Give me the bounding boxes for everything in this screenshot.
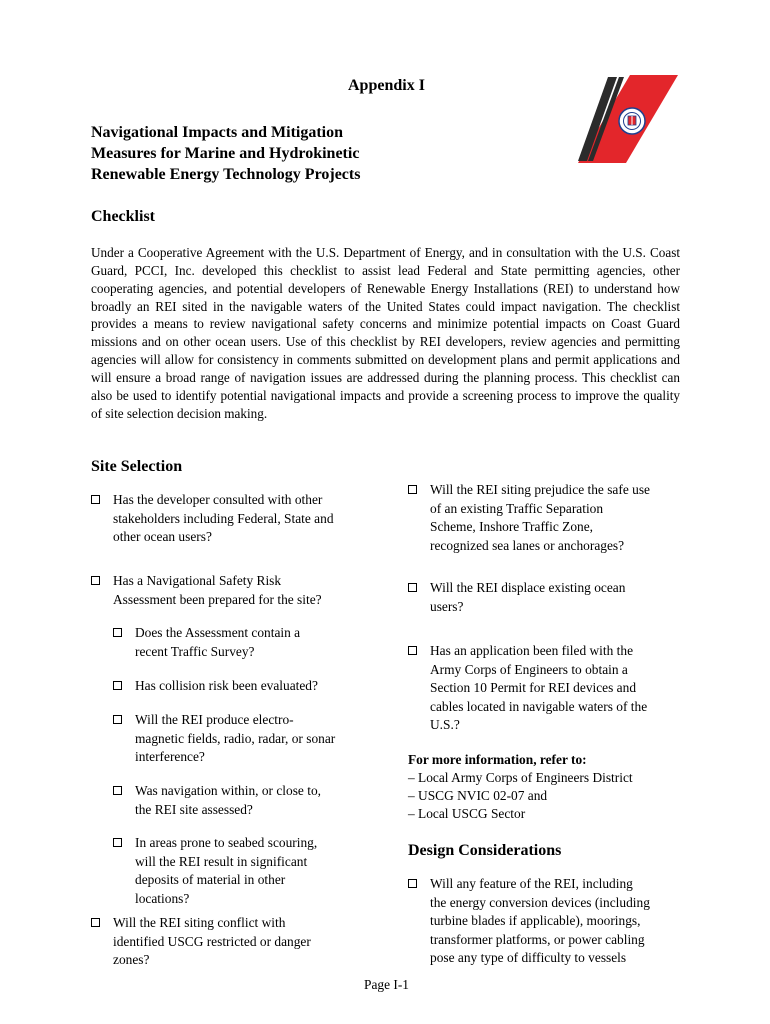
checklist-subitem: Will the REI produce electro- magnetic fields, radio, radar, or sonar interference? (113, 711, 335, 767)
checkbox-icon[interactable] (408, 485, 417, 494)
checklist-subitem: Has collision risk been evaluated? (113, 677, 318, 696)
checkbox-icon[interactable] (408, 879, 417, 888)
checklist-subitem: In areas prone to seabed scouring, will the REI result in significant deposits of material in other locations? (113, 834, 317, 908)
checkbox-icon[interactable] (91, 576, 100, 585)
design-considerations-heading: Design Considerations (408, 842, 562, 859)
checkbox-icon[interactable] (113, 628, 122, 637)
checklist-item: Will the REI siting prejudice the safe use of an existing Traffic Separation Scheme, Inshore Traffic Zone, recognized sea lanes or anchorages? (408, 481, 650, 555)
more-info-line: – Local USCG Sector (408, 806, 526, 821)
more-info-heading: For more information, refer to: (408, 752, 587, 767)
more-info-line: – USCG NVIC 02-07 and (408, 788, 548, 803)
checkbox-icon[interactable] (113, 681, 122, 690)
checkbox-icon[interactable] (408, 646, 417, 655)
appendix-label: Appendix I (348, 77, 425, 94)
checklist-item: Has a Navigational Safety Risk Assessment been prepared for the site? (91, 572, 322, 609)
checklist-heading: Checklist (91, 208, 155, 225)
checklist-item: Will any feature of the REI, including the energy conversion devices (including turbine blades if applicable), moorings, transformer platforms, or power cabling pose any type of difficulty to vessels (408, 875, 650, 968)
checklist-item: Will the REI siting conflict with identified USCG restricted or danger zones? (91, 914, 311, 970)
site-selection-heading: Site Selection (91, 458, 183, 475)
document-title (91, 122, 431, 185)
title-line: Renewable Energy Technology Projects (91, 166, 361, 183)
more-info-line: – Local Army Corps of Engineers District (408, 770, 633, 785)
title-line: Measures for Marine and Hydrokinetic (91, 145, 360, 162)
more-info-block (408, 751, 633, 823)
checklist-subitem: Does the Assessment contain a recent Traffic Survey? (113, 624, 300, 661)
checkbox-icon[interactable] (113, 715, 122, 724)
checkbox-icon[interactable] (113, 786, 122, 795)
checkbox-icon[interactable] (113, 838, 122, 847)
checkbox-icon[interactable] (408, 583, 417, 592)
title-line: Navigational Impacts and Mitigation (91, 124, 344, 141)
checklist-subitem: Was navigation within, or close to, the REI site assessed? (113, 782, 321, 819)
checkbox-icon[interactable] (91, 495, 100, 504)
checklist-item: Has the developer consulted with other stakeholders including Federal, State and other ocean users? (91, 491, 334, 547)
checklist-item: Will the REI displace existing ocean users? (408, 579, 625, 616)
intro-paragraph: Under a Cooperative Agreement with the U.S. Department of Energy, and in consultation with the U.S. Coast Guard, PCCI, Inc. developed this checklist to assist lead Federal and State permitting agencies, other cooperating agencies, and potential developers of Renewable Energy Installations (REI) to understand how broadly an REI sited in the navigable waters of the United States could impact navigation. The checklist provides a means to review navigational safety concerns and minimize potential impacts on Coast Guard missions and on other ocean users. Use of this checklist by REI developers, review agencies and permitting agencies will allow for consistency in comments submitted on development plans and permit applications and will ensure a broad range of navigation issues are addressed during the planning process. This checklist can also be used to identify potential navigational impacts and provide a screening process to improve the quality of site selection decision making. (91, 245, 680, 421)
uscg-racing-stripe-icon (578, 75, 678, 163)
page-number: Page I-1 (364, 977, 409, 992)
checklist-item: Has an application been filed with the Army Corps of Engineers to obtain a Section 10 Permit for REI devices and cables located in navigable waters of the U.S.? (408, 642, 647, 735)
checkbox-icon[interactable] (91, 918, 100, 927)
